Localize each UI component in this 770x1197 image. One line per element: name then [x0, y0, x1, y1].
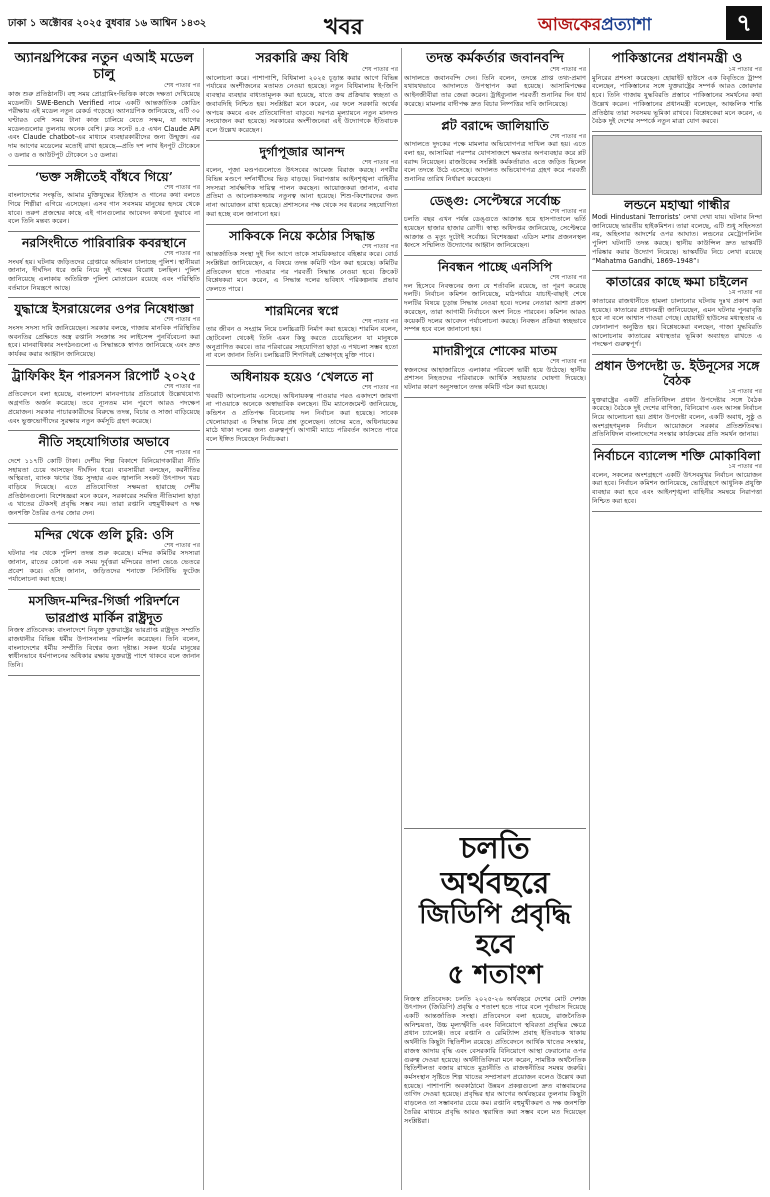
story-body: যুক্তরাষ্ট্রের একটি প্রতিনিধিদল প্রধান উপদেষ্টার সঙ্গে বৈঠক করেছে। বৈঠকে দুই দেশের বাণিজ্য, বিনিয়োগ এবং আসন্ন নির্বাচন নিয়ে আলোচনা হয়। প্রধান উপদেষ্টা বলেন, একটি অবাধ, সুষ্ঠু ও অংশগ্রহণমূলক নির্বাচন আয়োজনে সরকার প্রতিশ্রুতিবদ্ধ। প্রতিনিধিদল বাংলাদেশের সংস্কার কার্যক্রমের প্রতি সমর্থন জানায়। [592, 395, 762, 439]
story-body: মুনিরের প্রশংসা করেছেন। হোয়াইট হাউসে এক বিবৃতিতে ট্রাম্প বলেছেন, পাকিস্তানের সঙ্গে যুক্তরাষ্ট্রের সম্পর্ক আরও জোরদার হবে। তিনি গাজায় যুদ্ধবিরতি প্রস্তাবে পাকিস্তানের সমর্থনের কথা উল্লেখ করেন। পাকিস্তানের প্রধানমন্ত্রী বলেছেন, আঞ্চলিক শান্তি প্রতিষ্ঠায় তারা সবসময় ভূমিকা রাখবে। বিশ্লেষকেরা মনে করেন, এ বৈঠক দুই দেশের সম্পর্কে নতুন মাত্রা যোগ করবে। [592, 73, 762, 126]
story-divider [8, 675, 200, 676]
story-headline: সরকারি ক্রয় বিধি [255, 50, 349, 66]
story-body: দেশে ১১৭টি কোটি টাকা। দেশীয় শিল্প বিকাশে বিনিয়োগকারীরা নীতি সহায়তা চেয়ে আসছেন দীর্ঘদিন ধরে। ব্যবসায়ীরা বলছেন, করনীতির অস্থিরতা, ব্যাংক ঋণের উচ্চ সুদহার এবং জ্বালানি সংকট উৎপাদন খরচ বাড়িয়ে দিয়েছে। এতে প্রতিযোগিতা সক্ষমতা হারাচ্ছে দেশীয় প্রতিষ্ঠানগুলো। বিশেষজ্ঞরা মনে করেন, সরকারের সমন্বিত নীতিমালা ছাড়া এ খাতের টেকসই প্রবৃদ্ধি সম্ভব নয়। তারা রপ্তানি বহুমুখীকরণ ও দক্ষ জনশক্তি তৈরির ওপর জোর দেন। [8, 456, 200, 518]
continuation-note: শেষ পাতার পর [362, 242, 398, 250]
continuation-note: শেষ পাতার পর [550, 357, 586, 365]
continuation-note: শেষ পাতার পর [362, 158, 398, 166]
story-body: সংসদ সদস্য দাবি জানিয়েছেন। সরকার বলছে, গাজায় মানবিক পরিস্থিতির অবনতির প্রেক্ষিতে অস্ত্র রপ্তানি সংক্রান্ত সব লাইসেন্স পুনর্বিবেচনা করা হবে। মানবাধিকার সংগঠনগুলো এ সিদ্ধান্তকে স্বাগত জানিয়েছে এবং দ্রুত কার্যকর করার আহ্বান জানিয়েছে। [8, 324, 200, 359]
story-divider [8, 364, 200, 365]
story-divider [206, 449, 398, 450]
story-headline: যুদ্ধাস্ত্রে ইসরায়েলের ওপর নিষেধাজ্ঞা [14, 301, 194, 317]
story-headline: পাকিস্তানের প্রধানমন্ত্রী ও [611, 50, 743, 66]
story-divider [404, 339, 586, 340]
story-headline: ‘ভক্ত সঙ্গীতেই বাঁধবে গিয়ে’ [35, 168, 173, 184]
story-headline: নিবন্ধন পাচ্ছে এনসিপি [438, 259, 552, 275]
story-headline: নরসিংদীতে পারিবারিক কবরস্থানে [21, 235, 187, 250]
news-story [206, 303, 398, 360]
news-story [404, 193, 586, 250]
story-headline: প্রধান উপদেষ্টা ড. ইউনূসের সঙ্গে বৈঠক [594, 358, 760, 389]
story-divider [206, 299, 398, 300]
news-story [8, 368, 200, 425]
continuation-note: শেষ পাতার পর [550, 207, 586, 215]
story-headline: দুর্গাপূজার আনন্দ [259, 143, 345, 159]
continuation-note: শেষ পাতার পর [164, 541, 200, 549]
news-story [592, 274, 762, 349]
continuation-note: ১ম পাতার পর [728, 289, 762, 297]
story-headline: মাদারীপুরে শোকের মাতম [433, 342, 557, 358]
story-headline: মন্দির থেকে গুলি চুরি: ওসি [34, 526, 174, 542]
story-body: কাতারের রাজধানীতে হামলা চালানোর ঘটনায় দুঃখ প্রকাশ করা হয়েছে। কাতারের প্রধানমন্ত্রী জানিয়েছেন, এমন ঘটনার পুনরাবৃত্তি হবে না বলে আশ্বাস পাওয়া গেছে। হোয়াইট হাউসের মধ্যস্থতায় এ ফোনালাপ অনুষ্ঠিত হয়। বিশ্লেষকেরা বলছেন, গাজা যুদ্ধবিরতি আলোচনায় কাতারের মধ্যস্থতার ভূমিকা অব্যাহত রাখতে এ পদক্ষেপ গুরুত্বপূর্ণ। [592, 296, 762, 349]
column-divider [203, 48, 204, 1190]
news-story [404, 50, 586, 109]
section-title: খবর [324, 15, 363, 40]
column-2 [206, 48, 398, 1190]
news-story [404, 343, 586, 392]
news-story [404, 118, 586, 184]
news-story [8, 169, 200, 226]
continuation-note: শেষ পাতার পর [362, 317, 398, 325]
feature-body: নিজস্ব প্রতিবেদক: চলতি ২০২৫-২৬ অর্থবছরে দেশের মোট দেশজ উৎপাদন (জিডিপি) প্রবৃদ্ধি ৫ শতাংশ হতে পারে বলে পূর্বাভাস দিয়েছে একটি আন্তর্জাতিক সংস্থা। প্রতিবেদনে বলা হয়েছে, রাজনৈতিক অনিশ্চয়তা, উচ্চ মূল্যস্ফীতি এবং বিনিয়োগে স্থবিরতা প্রবৃদ্ধির ক্ষেত্রে প্রধান চ্যালেঞ্জ। তবে রপ্তানি ও রেমিট্যান্স প্রবাহ ইতিবাচক থাকায় অর্থনীতি কিছুটা স্থিতিশীল রয়েছে। প্রতিবেদনে আর্থিক খাতের সংস্কার, রাজস্ব আদায় বৃদ্ধি এবং বেসরকারি বিনিয়োগে আস্থা ফেরানোর ওপর গুরুত্ব দেওয়া হয়েছে। অর্থনীতিবিদরা মনে করেন, সামষ্টিক অর্থনৈতিক স্থিতিশীলতা বজায় রাখতে মুদ্রানীতি ও রাজস্বনীতির সমন্বয় জরুরি। কর্মসংস্থান সৃষ্টিতে শিল্প খাতের সম্প্রসারণ প্রয়োজন বলেও উল্লেখ করা হয়েছে। পাশাপাশি অবকাঠামো উন্নয়ন প্রকল্পগুলো দ্রুত বাস্তবায়নের তাগিদ দেওয়া হয়েছে। প্রবৃদ্ধির হার আগের অর্থবছরের তুলনায় কিছুটা বাড়লেও তা সম্ভাবনার চেয়ে কম। রপ্তানি বহুমুখীকরণ ও দক্ষ জনশক্তি তৈরির মাধ্যমে প্রবৃদ্ধি আরও ত্বরান্বিত করা সম্ভব বলে মত দিয়েছেন সংশ্লিষ্টরা। [404, 994, 586, 1125]
story-divider [404, 255, 586, 256]
column-divider [589, 48, 590, 1190]
news-story [8, 593, 200, 670]
issue-date: ঢাকা ১ অক্টোবর ২০২৫ বুধবার ১৬ আশ্বিন ১৪৩২ [8, 18, 207, 29]
continuation-note: শেষ পাতার পর [362, 384, 398, 392]
page-number: ৭ [726, 6, 762, 40]
story-headline: কাতারের কাছে ক্ষমা চাইলেন [606, 274, 748, 290]
story-headline: নির্বাচনে ব্যালেন্স শক্তি মোকাবিলা [593, 448, 761, 464]
story-divider [404, 114, 586, 115]
continuation-note: শেষ পাতার পর [164, 382, 200, 390]
story-divider [592, 131, 762, 132]
news-story [592, 197, 762, 265]
continuation-note: শেষ পাতার পর [164, 449, 200, 457]
continuation-note: ১ম পাতার পর [728, 388, 762, 396]
story-divider [8, 523, 200, 524]
story-divider [404, 189, 586, 190]
continuation-note: শেষ পাতার পর [550, 66, 586, 74]
story-body: বলেন, সকলের অংশগ্রহণে একটি উৎসবমুখর নির্বাচন আয়োজন করা হবে। নির্বাচন কমিশন জানিয়েছে, ভোটগ্রহণে আধুনিক প্রযুক্তি ব্যবহার করা হবে এবং আইনশৃঙ্খলা বাহিনীর সমন্বয়ে নিরাপত্তা নিশ্চিত করা হবে। [592, 470, 762, 505]
news-story [8, 301, 200, 358]
story-body: দল হিসেবে নিবন্ধনের জন্য যে শর্তাবলি রয়েছে, তা পূরণ করেছে দলটি। নির্বাচন কমিশন জানিয়েছে, মাঠপর্যায়ে যাচাই-বাছাই শেষে দলটির বিষয়ে চূড়ান্ত সিদ্ধান্ত নেওয়া হবে। দলের নেতারা আশা প্রকাশ করেছেন, তারা আগামী নির্বাচনে অংশ নিতে পারবেন। কমিশন আরও কয়েকটি দলের আবেদন পর্যালোচনা করছে। নিবন্ধন প্রক্রিয়া স্বচ্ছভাবে সম্পন্ন হবে বলে জানানো হয়। [404, 281, 586, 334]
story-body: স্বজনদের আহাজারিতে এলাকার পরিবেশ ভারী হয়ে উঠেছে। স্থানীয় প্রশাসন নিহতদের পরিবারকে আর্থিক সহায়তার ঘোষণা দিয়েছে। ঘটনার কারণ অনুসন্ধানে তদন্ত কমিটি গঠন করা হয়েছে। [404, 365, 586, 391]
continuation-note: ১ম পাতার পর [728, 66, 762, 74]
story-headline: ট্রাফিকিং ইন পারসনস রিপোর্ট ২০২৫ [11, 367, 197, 383]
story-body: সংঘর্ষ হয়। ঘটনায় জড়িতদের গ্রেপ্তারে অভিযান চালাচ্ছে পুলিশ। স্থানীয়রা জানান, দীর্ঘদিন ধরে জমি নিয়ে দুই পক্ষের বিরোধ চলছিল। পুলিশ জানিয়েছে এলাকায় অতিরিক্ত পুলিশ মোতায়েন রয়েছে এবং পরিস্থিতি বর্তমানে নিয়ন্ত্রণে আছে। [8, 257, 200, 292]
story-body: Modi Hindustani Terrorists’ লেখা দেখা যায়। ঘটনার নিন্দা জানিয়েছে ভারতীয় হাইকমিশন। তারা বলেছে, এটি শুধু সহিংসতা নয়, অহিংসার আদর্শের ওপর আঘাত। লন্ডনের মেট্রোপলিটন পুলিশ ঘটনাটি তদন্ত করছে। স্থানীয় কাউন্সিল দ্রুত ভাস্কর্যটি পরিষ্কার করার উদ্যোগ নিয়েছে। ভাস্কর্যটির নিচে লেখা রয়েছে “Mahatma Gandhi, 1869–1948”। [592, 213, 762, 265]
story-body: বলেন, পূজা মণ্ডপগুলোতে উৎসবের আমেজ বিরাজ করছে। নগরীর বিভিন্ন মণ্ডপে দর্শনার্থীদের ভিড় বাড়ছে। নিরাপত্তায় আইনশৃঙ্খলা বাহিনীর সদস্যরা সার্বক্ষণিক দায়িত্ব পালন করছেন। আয়োজকরা জানান, এবার প্রতিমা ও আলোকসজ্জায় নতুনত্ব আনা হয়েছে। শিশু-কিশোরদের জন্য নানা আয়োজন রাখা হয়েছে। প্রশাসনের পক্ষ থেকে সব ধরনের সহযোগিতা করা হচ্ছে বলে জানানো হয়। [206, 166, 398, 218]
story-divider [206, 140, 398, 141]
story-body: ঘটনার পর থেকে পুলিশ তদন্ত শুরু করেছে। মন্দির কমিটির সদস্যরা জানান, রাতের কোনো এক সময় দুর্বৃত্তরা মন্দিরের তালা ভেঙে ভেতরে প্রবেশ করে। ওসি জানান, জড়িতদের শনাক্তে সিসিটিভি ফুটেজ পর্যালোচনা করা হচ্ছে। [8, 549, 200, 584]
news-story [206, 369, 398, 444]
masthead [8, 6, 762, 44]
continuation-note: শেষ পাতার পর [550, 132, 586, 140]
story-headline: তদন্ত কর্মকর্তার জবানবন্দি [426, 50, 564, 66]
story-body: তার জীবন ও সংগ্রাম নিয়ে চলচ্চিত্রটি নির্মাণ করা হয়েছে। শারমিন বলেন, ছোটবেলা থেকেই তিনি এমন কিছু করতে চেয়েছিলেন যা মানুষকে অনুপ্রাণিত করবে। তার পরিবারের সহযোগিতা ছাড়া এ পথচলা সম্ভব হতো না বলে জানান তিনি। চলচ্চিত্রটি শিগগিরই প্রেক্ষাগৃহে মুক্তি পাবে। [206, 325, 398, 360]
column-4 [592, 48, 762, 1190]
story-headline: শারমিনের স্বপ্নে [265, 302, 339, 318]
news-story [8, 50, 200, 160]
story-headline: ডেঙ্গু: সেপ্টেম্বরে সর্বোচ্চ [429, 192, 561, 208]
news-story [206, 144, 398, 219]
news-story [592, 358, 762, 439]
continuation-note: শেষ পাতার পর [164, 316, 200, 324]
story-body: কাজ শুরু প্রতিষ্ঠানটি। বহু সময় প্রোগ্রামিং-ভিত্তিক কাজে দক্ষতা দেখিয়েছে মডেলটি। SWE-Bench Verified নামে একটি আন্তর্জাতিক কোডিং পরীক্ষায় এই মডেল নতুন রেকর্ড গড়েছে। অ্যানথ্রপিক জানিয়েছে, এটি ৩০ ঘণ্টারও বেশি সময় টানা কাজ চালিয়ে যেতে সক্ষম, যা আগের মডেলগুলোর তুলনায় অনেক বেশি। ক্লড সনেট ৪.৫ এখন Claude API এবং Claude chatbot-এর মাধ্যমে ব্যবহারকারীদের জন্য উন্মুক্ত। এর দাম আগের মডেলের মতোই রাখা হয়েছে—প্রতি দশ লাখ ইনপুট টোকেনে ৩ ডলার ও আউটপুট টোকেনে ১৫ ডলার। [8, 89, 200, 159]
column-divider [401, 48, 402, 1190]
story-subheadline: ভারপ্রাপ্ত মার্কিন রাষ্ট্রদূত [45, 610, 163, 626]
story-body: খবরটি আলোচনায় এসেছে। অধিনায়কত্ব পাওয়ার পরও একাদশে জায়গা না পাওয়াকে অনেকে অস্বাভাবিক বলছেন। টিম ম্যানেজমেন্ট জানিয়েছে, কন্ডিশন ও প্রতিপক্ষ বিবেচনায় দল নির্বাচন করা হয়েছে। সাবেক খেলোয়াড়রা এ সিদ্ধান্ত নিয়ে প্রশ্ন তুলেছেন। তাদের মতে, অধিনায়কের মাঠে থাকা দলের জন্য গুরুত্বপূর্ণ। আগামী ম্যাচে পরিবর্তন আসতে পারে বলে ইঙ্গিত দিয়েছেন নির্বাচকরা। [206, 391, 398, 444]
news-story [206, 228, 398, 294]
story-divider [592, 511, 762, 512]
story-divider [8, 297, 200, 298]
continuation-note: ১ম পাতার পর [728, 463, 762, 471]
story-body: আদালতে দুদকের পক্ষে মামলার অভিযোগপত্র দাখিল করা হয়। এতে বলা হয়, আসামিরা পরস্পর যোগসাজশে ক্ষমতার অপব্যবহার করে প্লট বরাদ্দ নিয়েছেন। রাজউকের সংশ্লিষ্ট কর্মকর্তারাও এতে জড়িত ছিলেন বলে তদন্তে উঠে এসেছে। আদালত অভিযোগপত্র গ্রহণ করে পরবর্তী শুনানির তারিখ নির্ধারণ করেছেন। [404, 140, 586, 183]
story-headline: অধিনায়ক হয়েও ‘খেলতে না [230, 369, 374, 385]
feature-headline-1: চলতি অর্থবছরে [440, 831, 550, 901]
column-3 [404, 48, 586, 818]
story-body: বাংলাদেশের সংস্কৃতি, আমার মুক্তিযুদ্ধের ইতিহাস ও গানের কথা বলতে গিয়ে শিল্পীরা এগিয়ে এসেছেন। এসব গান সবসময় মানুষের হৃদয়ে থেকে যাবে। তরুণ প্রজন্মের কাছে এই গানগুলোর আবেদন কখনো ফুরাবে না বলে তিনি মন্তব্য করেন। [8, 191, 200, 226]
story-divider [206, 365, 398, 366]
news-story [206, 50, 398, 135]
news-story [404, 259, 586, 334]
story-headline: মসজিদ-মন্দির-গির্জা পরিদর্শনে [28, 593, 180, 609]
story-body: চলতি বছর এখন পর্যন্ত ডেঙ্গুতে আক্রান্ত হয়ে হাসপাতালে ভর্তি হয়েছেন হাজার হাজার রোগী। স্বাস্থ্য অধিদপ্তর জানিয়েছে, সেপ্টেম্বরে আক্রান্ত ও মৃত্যু দুটোই সর্বোচ্চ। বিশেষজ্ঞরা এডিস মশার প্রজননস্থল ধ্বংসে সম্মিলিত উদ্যোগের আহ্বান জানিয়েছেন। [404, 215, 586, 250]
news-story [8, 434, 200, 518]
news-photo [592, 135, 762, 195]
news-story [592, 50, 762, 126]
continuation-note: শেষ পাতার পর [164, 250, 200, 257]
news-story [592, 448, 762, 505]
continuation-note: শেষ পাতার পর [362, 66, 398, 74]
story-divider [404, 397, 586, 398]
continuation-note: শেষ পাতার পর [550, 274, 586, 282]
feature-story [404, 825, 586, 1195]
story-headline: লন্ডনে মহাত্মা গান্ধীর [624, 197, 730, 212]
story-divider [592, 270, 762, 271]
story-body: আন্তর্জাতিক সংস্থা দুই দিন আগে তাকে সাময়িকভাবে বহিষ্কার করে। বোর্ড সংশ্লিষ্টরা জানিয়েছেন, এ বিষয়ে তদন্ত কমিটি গঠন করা হয়েছে। কমিটির প্রতিবেদন হাতে পাওয়ার পর পরবর্তী সিদ্ধান্ত নেওয়া হবে। ক্রিকেট বিশ্লেষকরা মনে করেন, এ সিদ্ধান্ত দলের ভবিষ্যৎ পরিকল্পনায় প্রভাব ফেলতে পারে। [206, 250, 398, 293]
column-1 [8, 48, 200, 1190]
story-body: প্রতিবেদনে বলা হয়েছে, বাংলাদেশ মানবপাচার প্রতিরোধে উল্লেখযোগ্য অগ্রগতি অর্জন করেছে। তবে ন্যূনতম মান পূরণে আরও পদক্ষেপ প্রয়োজন। সরকার পাচারকারীদের বিরুদ্ধে তদন্ত, বিচার ও সাজা বাড়িয়েছে এবং ভুক্তভোগীদের সুরক্ষায় নতুন কর্মসূচি গ্রহণ করেছে। [8, 390, 200, 425]
continuation-note: শেষ পাতার পর [164, 82, 200, 90]
feature-headline-2: জিডিপি প্রবৃদ্ধি হবে [419, 900, 571, 960]
continuation-note: শেষ পাতার পর [164, 183, 200, 191]
story-body: নিজস্ব প্রতিবেদক: বাংলাদেশে নিযুক্ত যুক্তরাষ্ট্রের ভারপ্রাপ্ত রাষ্ট্রদূত সম্প্রতি রাজধানীর বিভিন্ন ধর্মীয় উপাসনালয় পরিদর্শন করেছেন। তিনি বলেন, বাংলাদেশের ধর্মীয় সম্প্রীতি বিশ্বের জন্য দৃষ্টান্ত। সকল ধর্মের মানুষের স্বাধীনভাবে ধর্মপালনের অধিকার রক্ষায় যুক্তরাষ্ট্র পাশে থাকবে বলে জানান তিনি। [8, 626, 200, 669]
story-headline: সাকিবকে নিয়ে কঠোর সিদ্ধান্ত [229, 227, 375, 243]
story-headline: প্লট বরাদ্দে জালিয়াতি [441, 117, 549, 133]
news-story [8, 527, 200, 584]
story-divider [592, 354, 762, 355]
story-headline: অ্যানথ্রপিকের নতুন এআই মডেল চালু [14, 50, 194, 83]
story-divider [8, 589, 200, 590]
story-divider [8, 165, 200, 166]
story-headline: নীতি সহযোগিতার অভাবে [38, 434, 170, 450]
story-divider [8, 430, 200, 431]
feature-headline-3: ৫ শতাংশ [447, 959, 543, 990]
story-divider [592, 444, 762, 445]
story-divider [206, 224, 398, 225]
story-body: আদালতে জবানবন্দি দেন। তিনি বলেন, তদন্তে প্রাপ্ত তথ্য-প্রমাণ যথাযথভাবে আদালতে উপস্থাপন করা হয়েছে। আসামিপক্ষের আইনজীবীরা তার জেরা করেন। ট্রাইব্যুনাল পরবর্তী শুনানির দিন ধার্য করেছে। মামলার বাদীপক্ষ দ্রুত বিচার নিষ্পত্তির দাবি জানিয়েছে। [404, 73, 586, 108]
story-body: আলোচনা করে। পাশাপাশি, বিধিমালা ২০২৫ চূড়ান্ত করার আগে বিভিন্ন পর্যায়ের অংশীজনের মতামত নেওয়া হয়েছে। নতুন বিধিমালায় ই-জিপি ব্যবস্থার ব্যবহার বাধ্যতামূলক করা হয়েছে, যাতে ক্রয় প্রক্রিয়ায় স্বচ্ছতা ও জবাবদিহি নিশ্চিত হয়। সংশ্লিষ্টরা মনে করেন, এর ফলে সরকারি অর্থের অপচয় কমবে এবং প্রতিযোগিতা বাড়বে। দরপত্র মূল্যায়নে নতুন মানদণ্ড সংযোজন করা হয়েছে। সরকারের অংশীজনেরা এই উদ্যোগকে ইতিবাচক বলে উল্লেখ করেছেন। [206, 73, 398, 134]
news-story [8, 235, 200, 292]
newspaper-logo: আজকেরপ্রত্যাশা [538, 15, 652, 35]
story-divider [8, 231, 200, 232]
